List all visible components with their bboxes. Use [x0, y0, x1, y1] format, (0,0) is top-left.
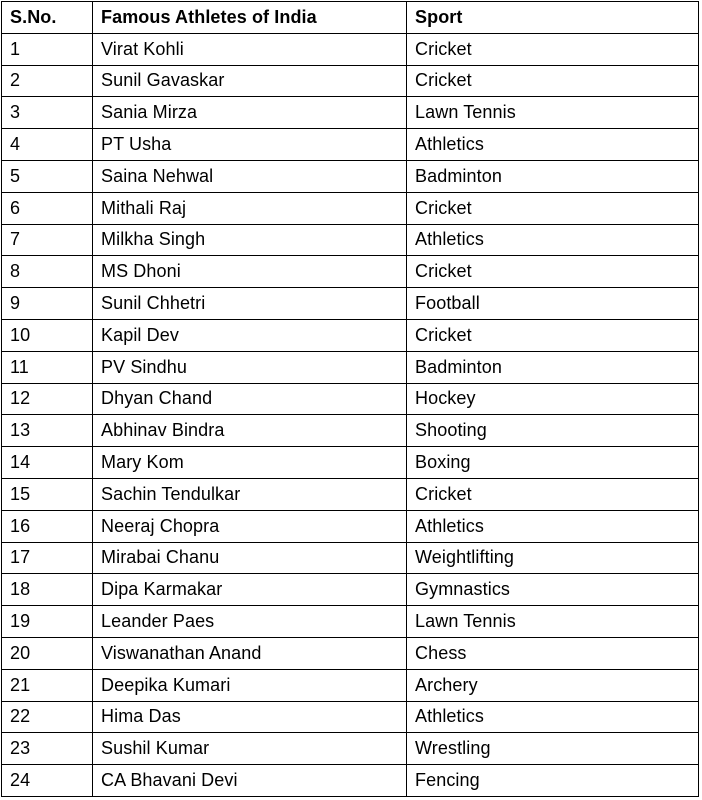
cell-sno: 12 [2, 383, 93, 415]
table-row [2, 256, 699, 288]
cell-athlete: Sushil Kumar [93, 733, 407, 765]
cell-sport: Shooting [407, 415, 699, 447]
cell-athlete: Virat Kohli [93, 33, 407, 65]
table-row [2, 415, 699, 447]
table-row [2, 319, 699, 351]
cell-athlete: PT Usha [93, 129, 407, 161]
cell-sport: Athletics [407, 510, 699, 542]
cell-sport: Fencing [407, 765, 699, 797]
cell-sno: 14 [2, 447, 93, 479]
cell-sno: 11 [2, 351, 93, 383]
cell-athlete: Leander Paes [93, 606, 407, 638]
cell-sport: Archery [407, 669, 699, 701]
table-row [2, 542, 699, 574]
cell-sno: 20 [2, 637, 93, 669]
table-row [2, 637, 699, 669]
cell-sport: Badminton [407, 351, 699, 383]
table-row [2, 97, 699, 129]
cell-sport: Lawn Tennis [407, 606, 699, 638]
cell-sno: 8 [2, 256, 93, 288]
table-row [2, 669, 699, 701]
cell-sno: 24 [2, 765, 93, 797]
cell-sport: Athletics [407, 701, 699, 733]
cell-sno: 16 [2, 510, 93, 542]
cell-athlete: Kapil Dev [93, 319, 407, 351]
cell-sno: 4 [2, 129, 93, 161]
header-sno: S.No. [2, 2, 93, 34]
cell-sno: 18 [2, 574, 93, 606]
table-row [2, 606, 699, 638]
athletes-table [1, 1, 699, 797]
table-row [2, 383, 699, 415]
table-row [2, 701, 699, 733]
cell-athlete: PV Sindhu [93, 351, 407, 383]
table-row [2, 765, 699, 797]
table-body [2, 33, 699, 796]
cell-athlete: MS Dhoni [93, 256, 407, 288]
cell-sport: Boxing [407, 447, 699, 479]
cell-sport: Hockey [407, 383, 699, 415]
table-row [2, 192, 699, 224]
cell-sport: Weightlifting [407, 542, 699, 574]
cell-sno: 21 [2, 669, 93, 701]
cell-sno: 23 [2, 733, 93, 765]
cell-sno: 3 [2, 97, 93, 129]
table-row [2, 288, 699, 320]
table-row [2, 574, 699, 606]
cell-sno: 19 [2, 606, 93, 638]
cell-athlete: Neeraj Chopra [93, 510, 407, 542]
table-row [2, 224, 699, 256]
table-row [2, 33, 699, 65]
cell-sno: 6 [2, 192, 93, 224]
cell-sport: Football [407, 288, 699, 320]
table-row [2, 733, 699, 765]
cell-sno: 13 [2, 415, 93, 447]
cell-sno: 10 [2, 319, 93, 351]
cell-sport: Cricket [407, 65, 699, 97]
cell-sport: Gymnastics [407, 574, 699, 606]
cell-athlete: Dipa Karmakar [93, 574, 407, 606]
cell-athlete: Sania Mirza [93, 97, 407, 129]
cell-athlete: CA Bhavani Devi [93, 765, 407, 797]
table-row [2, 129, 699, 161]
cell-athlete: Abhinav Bindra [93, 415, 407, 447]
cell-sport: Badminton [407, 160, 699, 192]
cell-sport: Chess [407, 637, 699, 669]
cell-sport: Cricket [407, 192, 699, 224]
header-sport: Sport [407, 2, 699, 34]
table-row [2, 65, 699, 97]
cell-athlete: Mithali Raj [93, 192, 407, 224]
cell-sport: Cricket [407, 33, 699, 65]
cell-athlete: Viswanathan Anand [93, 637, 407, 669]
cell-sport: Lawn Tennis [407, 97, 699, 129]
table-row [2, 160, 699, 192]
cell-sno: 15 [2, 478, 93, 510]
cell-sno: 5 [2, 160, 93, 192]
cell-athlete: Hima Das [93, 701, 407, 733]
table-row [2, 478, 699, 510]
table-row [2, 510, 699, 542]
cell-sno: 9 [2, 288, 93, 320]
cell-sno: 17 [2, 542, 93, 574]
cell-sport: Athletics [407, 129, 699, 161]
table-row [2, 351, 699, 383]
cell-athlete: Mirabai Chanu [93, 542, 407, 574]
cell-athlete: Sunil Gavaskar [93, 65, 407, 97]
cell-sno: 22 [2, 701, 93, 733]
cell-sport: Athletics [407, 224, 699, 256]
cell-sport: Cricket [407, 478, 699, 510]
cell-sno: 7 [2, 224, 93, 256]
cell-athlete: Milkha Singh [93, 224, 407, 256]
header-row [2, 2, 699, 34]
cell-athlete: Sunil Chhetri [93, 288, 407, 320]
cell-athlete: Mary Kom [93, 447, 407, 479]
cell-sport: Cricket [407, 256, 699, 288]
cell-athlete: Deepika Kumari [93, 669, 407, 701]
header-athlete: Famous Athletes of India [93, 2, 407, 34]
cell-sport: Cricket [407, 319, 699, 351]
table-row [2, 447, 699, 479]
cell-sno: 2 [2, 65, 93, 97]
cell-athlete: Sachin Tendulkar [93, 478, 407, 510]
cell-sno: 1 [2, 33, 93, 65]
cell-athlete: Dhyan Chand [93, 383, 407, 415]
cell-sport: Wrestling [407, 733, 699, 765]
cell-athlete: Saina Nehwal [93, 160, 407, 192]
